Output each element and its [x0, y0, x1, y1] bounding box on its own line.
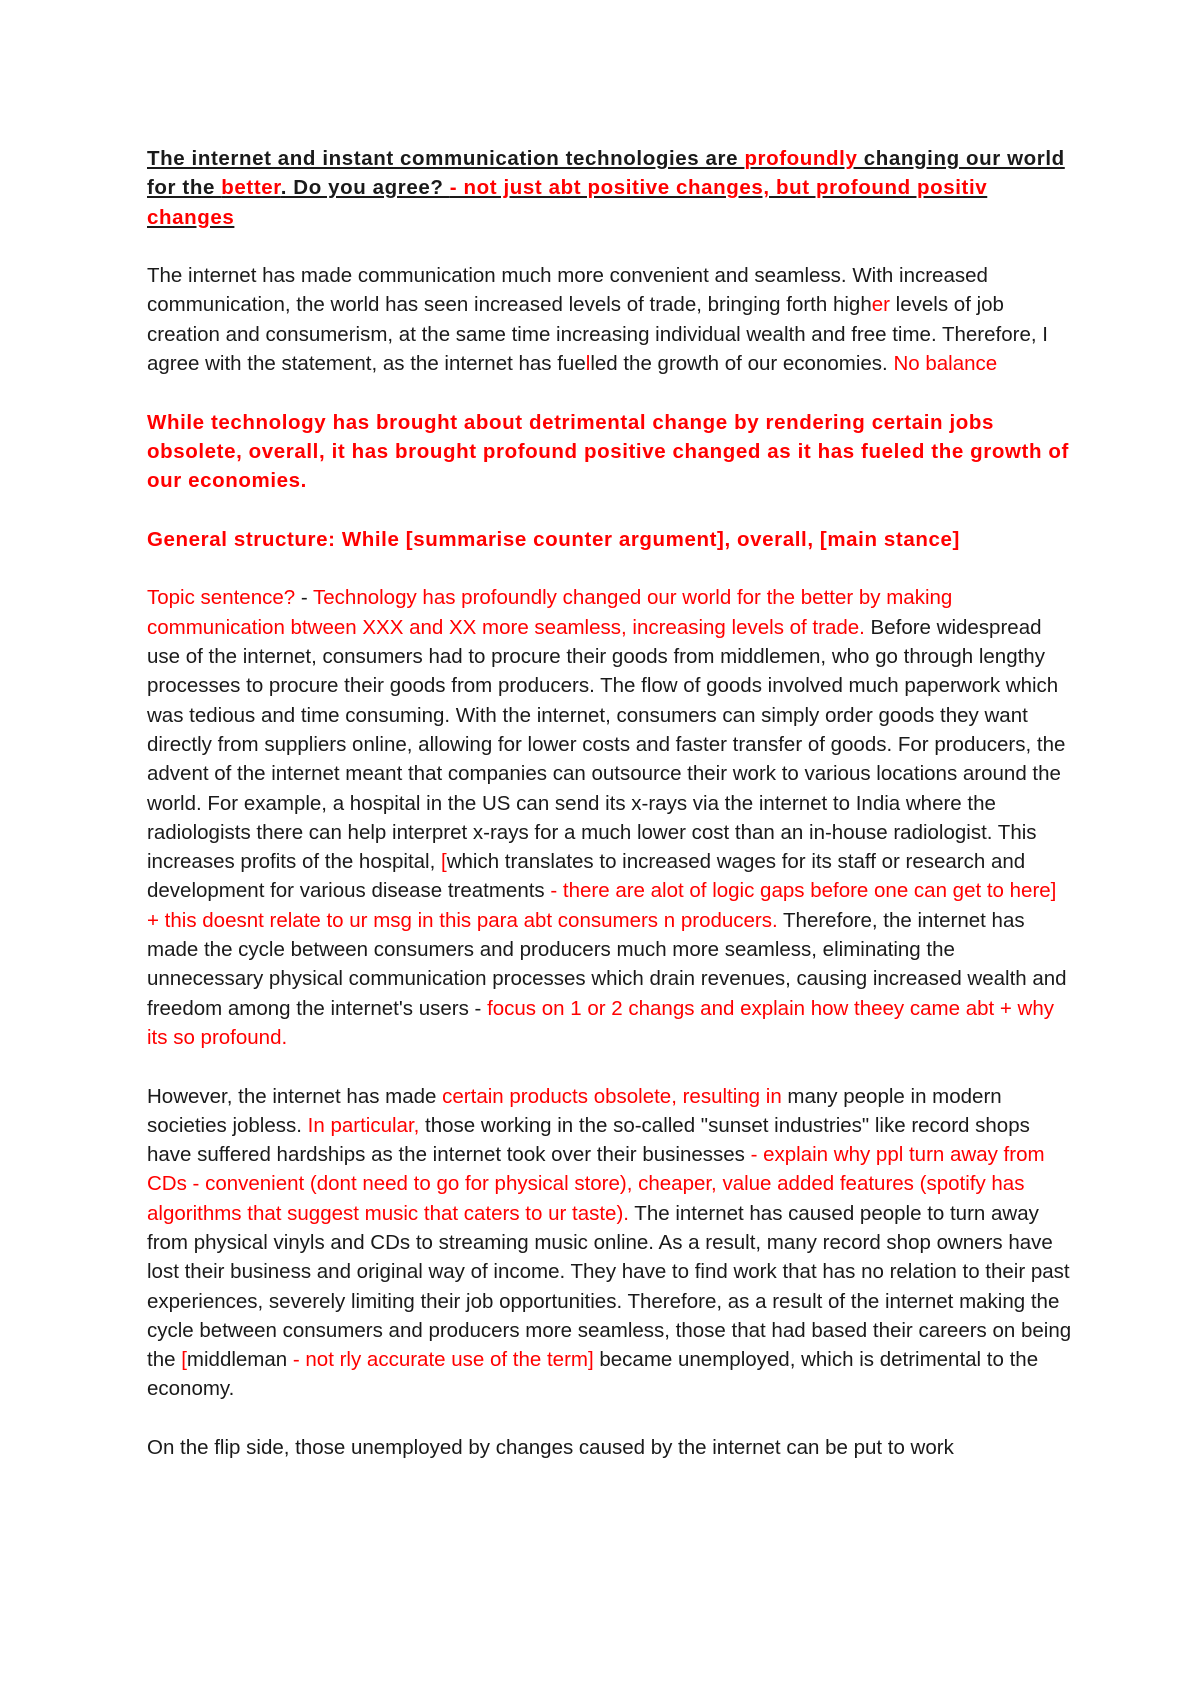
body-paragraph-1: [147, 583, 1072, 1052]
annotation-text: - explain why ppl turn away from CDs - convenient (dont need to go for physical store), cheaper, value added features (spotify has algorithms that suggest music that caters to ur taste).: [147, 1143, 1045, 1225]
body-text: which translates to increased wages for its staff or research and development for various disease treatments: [147, 850, 1026, 903]
annotation-text: In particular,: [307, 1113, 420, 1137]
body-text: However, the internet has made: [147, 1084, 443, 1108]
annotation-text: certain products obsolete, resulting in: [442, 1084, 782, 1108]
thesis-statement: While technology has brought about detrimental change by rendering certain jobs obsolete, overall, it has brought profound positive changed as it has fueled the growth of our economies.: [147, 410, 1069, 493]
body-text: those working in the so-called "sunset industries" like record shops have suffered hardships as the internet took over their businesses: [147, 1113, 1030, 1167]
annotation-text: profoundly: [744, 147, 858, 170]
body-text: led the growth of our economies.: [590, 352, 894, 376]
essay-title: [147, 144, 1072, 232]
annotation-text: Technology has profoundly changed our world for the better by making communication btween XXX and XX more seamless, increasing levels of trade.: [147, 586, 953, 639]
body-text: -: [300, 586, 314, 610]
annotation-text: l: [585, 352, 591, 376]
annotation-text: better: [221, 176, 281, 200]
body-text: middleman: [186, 1348, 288, 1372]
annotation-text: [: [181, 1348, 187, 1372]
annotation-text: er: [871, 293, 890, 317]
body-text: . Do you agree?: [280, 176, 450, 200]
body-text: many people in modern societies jobless.: [147, 1084, 1002, 1137]
document-page: [147, 144, 1072, 1462]
body-text: Before widespread use of the internet, consumers had to procure their goods from middlemen, who go through lengthy processes to procure their goods from producers. The flow of goods involved much paperwork which was tedious and time consuming. With the internet, consumers can simply order goods they want directly from suppliers online, allowing for lower costs and faster transfer of goods. For producers, the advent of the internet meant that companies can outsource their work to various locations around the world. For example, a hospital in the US can send its x-rays via the internet to India where the radiologists there can help interpret x-rays for a much lower cost than an in-house radiologist. This increases profits of the hospital,: [147, 615, 1066, 874]
intro-paragraph: [147, 261, 1072, 378]
annotation-text: - there are alot of logic gaps before one can get to here] + this doesnt relate to ur msg in this para abt consumers n producers.: [147, 879, 1057, 932]
body-text: Therefore, the internet has made the cycle between consumers and producers much more seamless, eliminating the unnecessary physical communication processes which drain revenues, causing increased wealth and freedom among the internet's users -: [147, 908, 1067, 1020]
closing-paragraph: On the flip side, those unemployed by changes caused by the internet can be put to work: [147, 1436, 954, 1460]
annotation-text: No balance: [893, 352, 998, 376]
annotation-text: - not just abt positive changes, but profound positiv changes: [147, 176, 988, 229]
annotation-text: [: [441, 850, 447, 874]
body-text: changing our world for the: [147, 147, 1065, 200]
body-text: The internet and instant communication technologies are: [147, 147, 745, 170]
body-text: became unemployed, which is detrimental to the economy.: [147, 1348, 1039, 1401]
annotation-text: - not rly accurate use of the term]: [287, 1348, 594, 1372]
annotation-text: Topic sentence?: [147, 586, 301, 610]
annotation-text: focus on 1 or 2 changs and explain how theey came abt + why its so profound.: [147, 996, 1055, 1049]
body-text: The internet has made communication much more convenient and seamless. With increased communication, the world has seen increased levels of trade, bringing forth high: [147, 264, 988, 317]
body-text: The internet has caused people to turn away from physical vinyls and CDs to streaming music online. As a result, many record shop owners have lost their business and original way of income. They have to find work that has no relation to their past experiences, severely limiting their job opportunities. Therefore, as a result of the internet making the cycle between consumers and producers more seamless, those that had based their careers on being the: [147, 1201, 1072, 1372]
body-paragraph-2: [147, 1082, 1072, 1404]
body-text: levels of job creation and consumerism, at the same time increasing individual wealth and free time. Therefore, I agree with the statement, as the internet has fue: [147, 293, 1048, 376]
structure-note: General structure: While [summarise counter argument], overall, [main stance]: [147, 527, 960, 551]
